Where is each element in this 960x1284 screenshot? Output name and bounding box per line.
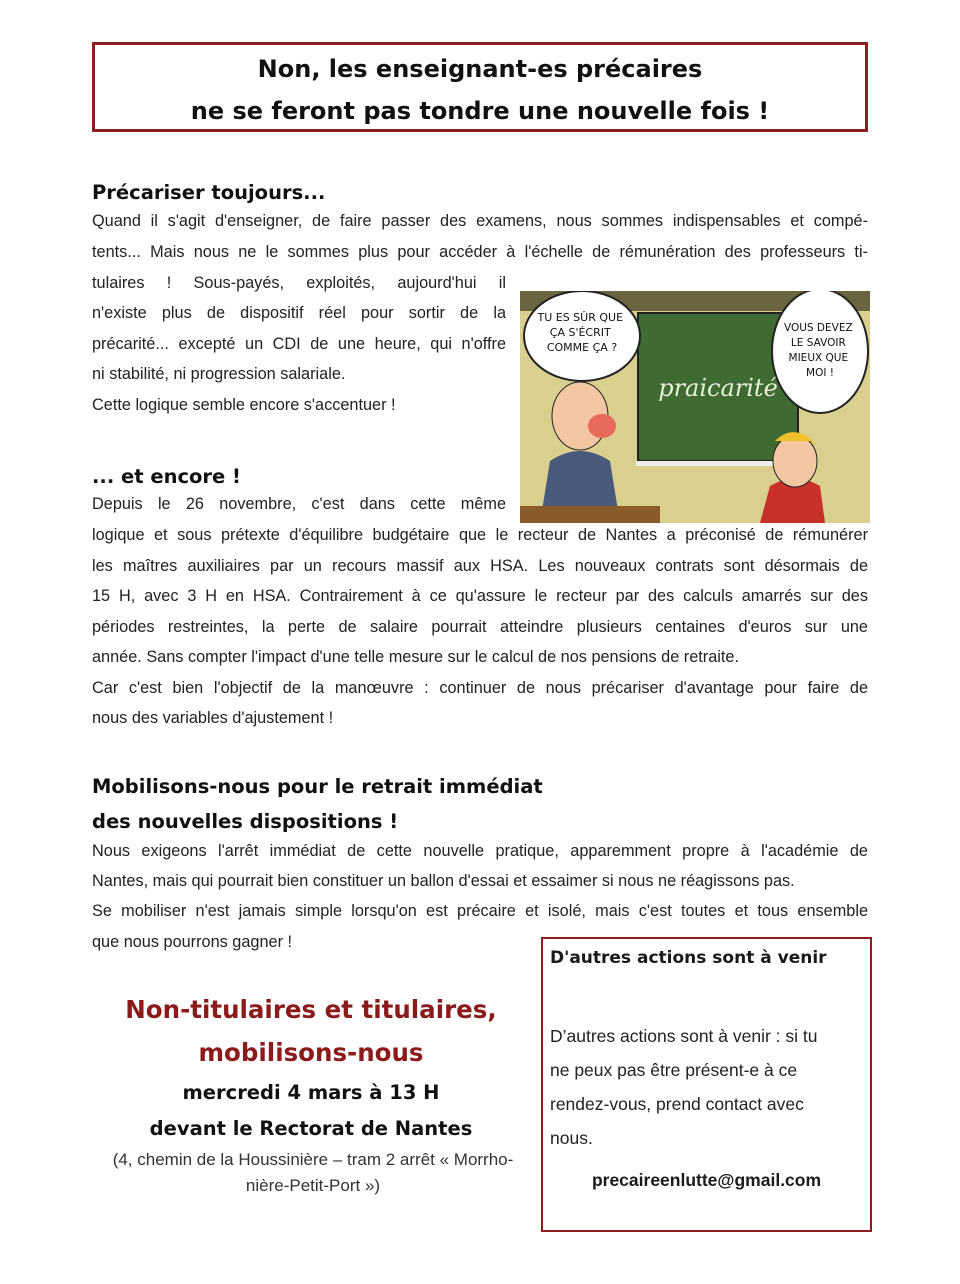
section1-text-line: Quand il s'agit d'enseigner, de faire passer des examens, nous sommes indispensables et compé- [92, 212, 868, 230]
cartoon-image [520, 291, 870, 523]
section2-text-line: Car c'est bien l'objectif de la manœuvre : continuer de nous précariser d'avantage pour faire de [92, 679, 868, 697]
call-place: devant le Rectorat de Nantes [149, 1117, 473, 1140]
section3-text-line: Nantes, mais qui pourrait bien constituer un ballon d'essai et essaimer si nous ne réagissons pas. [92, 872, 795, 890]
section1-text-line: tents... Mais nous ne le sommes plus pour accéder à l'échelle de rémunération des professeurs ti- [92, 243, 868, 261]
section3-text-line: que nous pourrons gagner ! [92, 933, 293, 951]
section1-text-line: n'existe plus de dispositif réel pour sortir de la [92, 304, 506, 322]
section3-text-line: Se mobiliser n'est jamais simple lorsqu'on est précaire et isolé, mais c'est toutes et tous ensemble [92, 902, 868, 920]
section2-text-line: nous des variables d'ajustement ! [92, 709, 334, 727]
contact-email-link[interactable]: precaireenlutte@gmail.com [591, 1170, 822, 1190]
call-address-2: nière-Petit-Port ») [245, 1176, 381, 1195]
section2-text-line: année. Sans compter l'impact d'une telle mesure sur le calcul de nos pensions de retraite. [92, 648, 739, 666]
call-line-1: Non-titulaires et titulaires, [125, 995, 497, 1024]
section3-heading-2: des nouvelles dispositions ! [92, 810, 399, 833]
actions-box-line: rendez-vous, prend contact avec [550, 1094, 804, 1114]
section2-text-line: périodes restreintes, la perte de salaire pourrait atteindre plusieurs centaines d'euros sur une [92, 618, 868, 636]
section2-text-line: les maîtres auxiliaires par un recours massif aux HSA. Les nouveaux contrats sont désormais de [92, 557, 868, 575]
call-line-2: mobilisons-nous [198, 1038, 424, 1067]
section1-text-line: Cette logique semble encore s'accentuer ! [92, 396, 396, 414]
section2-heading: ... et encore ! [92, 465, 241, 488]
title-line-1: Non, les enseignant-es précaires [257, 55, 703, 83]
call-date: mercredi 4 mars à 13 H [182, 1081, 440, 1104]
actions-box-line: D’autres actions sont à venir : si tu [550, 1026, 818, 1046]
section3-heading-1: Mobilisons-nous pour le retrait immédiat [92, 775, 543, 798]
section1-text-line: ni stabilité, ni progression salariale. [92, 365, 346, 383]
section2-text-line: 15 H, avec 3 H en HSA. Contrairement à ce qu'assure le recteur par des calculs amarrés sur des [92, 587, 868, 605]
blackboard-text: praicarité [658, 374, 778, 402]
title-box [92, 42, 868, 132]
actions-box [541, 937, 872, 1232]
section1-heading: Précariser toujours... [92, 181, 326, 204]
section3-text-line: Nous exigeons l'arrêt immédiat de cette nouvelle pratique, apparemment propre à l'académie de [92, 842, 868, 860]
actions-box-line: ne peux pas être présent-e à ce [550, 1060, 798, 1080]
actions-box-line: nous. [550, 1128, 593, 1148]
actions-box-title: D'autres actions sont à venir [550, 948, 827, 968]
section1-text-line: tulaires ! Sous-payés, exploités, aujourd'hui il [92, 274, 506, 292]
section2-text-line: Depuis le 26 novembre, c'est dans cette même [92, 495, 506, 513]
call-address-1: (4, chemin de la Houssinière – tram 2 arrêt « Morrho- [112, 1150, 514, 1169]
title-line-2: ne se feront pas tondre une nouvelle fois ! [190, 97, 770, 125]
section1-text-line: précarité... excepté un CDI de une heure, qui n'offre [92, 335, 506, 353]
svg-text:TU ES SÛR QUE ÇA S'ÉCRIT: TU ES SÛR QUE ÇA S'ÉCRIT COMME ÇA ? [537, 311, 624, 354]
svg-text:VOUS DEVEZ LE SAVOIR M: VOUS DEVEZ LE SAVOIR MIEUX QUE MOI ! [783, 322, 853, 379]
section2-text-line: logique et sous prétexte d'équilibre budgétaire que le recteur de Nantes a préconisé de rémunérer [92, 526, 868, 544]
